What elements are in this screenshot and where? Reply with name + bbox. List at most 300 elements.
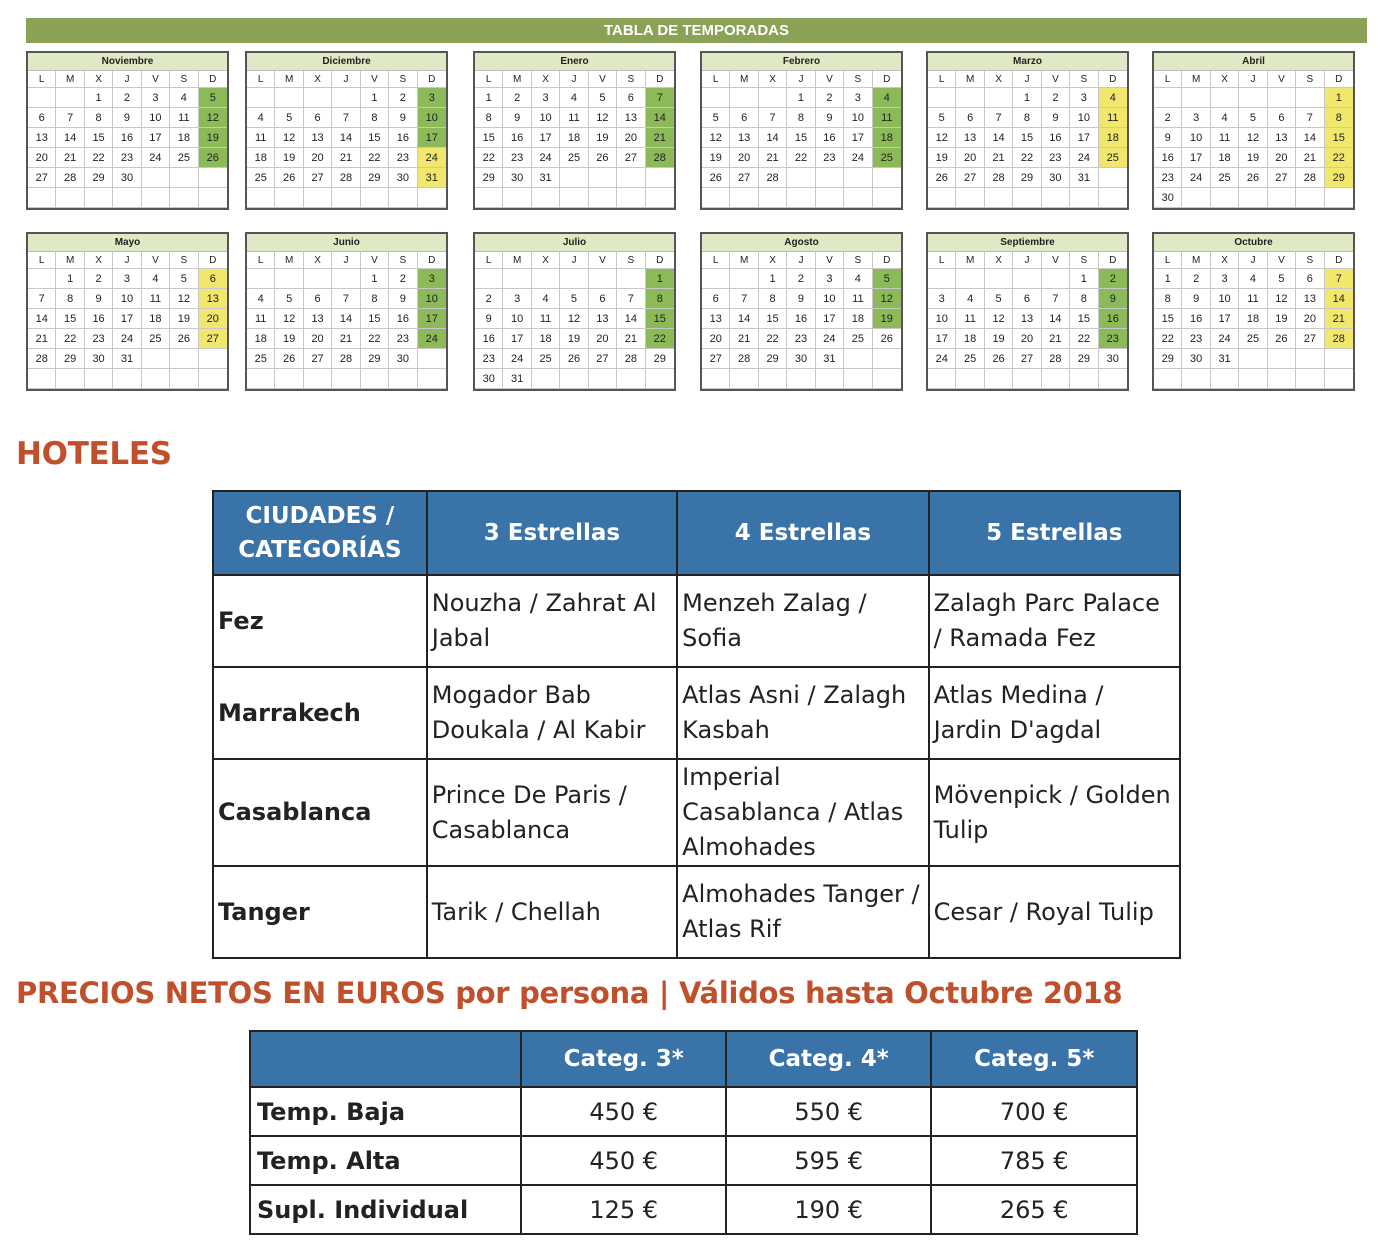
month-calendar <box>473 51 676 210</box>
day-cell: 15 <box>85 128 113 148</box>
day-cell: 28 <box>332 168 360 188</box>
weekday-label: L <box>28 252 56 269</box>
weekday-label: M <box>1182 252 1210 269</box>
day-cell: 20 <box>304 329 332 349</box>
empty-day-cell <box>759 88 787 108</box>
empty-day-cell <box>928 269 956 289</box>
month-grid <box>928 71 1127 208</box>
day-cell: 10 <box>928 309 956 329</box>
day-cell: 23 <box>85 329 113 349</box>
day-cell: 23 <box>787 329 815 349</box>
weekday-label: V <box>1268 252 1296 269</box>
day-cell: 7 <box>617 289 645 309</box>
day-cell: 1 <box>1070 269 1098 289</box>
day-cell: 25 <box>560 148 588 168</box>
empty-day-cell <box>873 349 901 369</box>
day-cell: 13 <box>589 309 617 329</box>
weekday-label: L <box>475 252 503 269</box>
month-grid <box>928 252 1127 389</box>
day-cell: 8 <box>1070 289 1098 309</box>
empty-day-cell <box>199 369 227 389</box>
day-cell: 26 <box>1239 168 1267 188</box>
empty-day-cell <box>646 168 674 188</box>
weekday-label: M <box>275 71 303 88</box>
day-cell: 24 <box>142 148 170 168</box>
day-cell: 3 <box>418 269 446 289</box>
day-cell: 3 <box>1211 269 1239 289</box>
day-cell: 10 <box>418 289 446 309</box>
day-cell: 15 <box>646 309 674 329</box>
weekday-label: D <box>646 71 674 88</box>
month-name: Agosto <box>702 234 901 252</box>
day-cell: 10 <box>532 108 560 128</box>
table-row <box>250 1087 1137 1136</box>
day-cell: 13 <box>28 128 56 148</box>
day-cell: 23 <box>1042 148 1070 168</box>
day-cell: 3 <box>928 289 956 309</box>
empty-day-cell <box>1268 349 1296 369</box>
empty-day-cell <box>304 269 332 289</box>
hotel-cell-4-stars: Imperial Casablanca / Atlas Almohades <box>677 759 928 866</box>
empty-day-cell <box>646 188 674 208</box>
empty-day-cell <box>1042 369 1070 389</box>
day-cell: 7 <box>646 88 674 108</box>
empty-day-cell <box>985 369 1013 389</box>
weekday-label: V <box>1268 71 1296 88</box>
day-cell: 6 <box>730 108 758 128</box>
header-5-stars: 5 Estrellas <box>929 491 1180 575</box>
empty-day-cell <box>617 188 645 208</box>
day-cell: 24 <box>503 349 531 369</box>
weekday-label: V <box>589 71 617 88</box>
day-cell: 12 <box>589 108 617 128</box>
day-cell: 17 <box>142 128 170 148</box>
empty-day-cell <box>1239 88 1267 108</box>
empty-day-cell <box>1296 349 1324 369</box>
day-cell: 21 <box>759 148 787 168</box>
empty-day-cell <box>475 269 503 289</box>
day-cell: 18 <box>247 148 275 168</box>
day-cell: 25 <box>1239 329 1267 349</box>
empty-day-cell <box>1154 88 1182 108</box>
empty-day-cell <box>1099 369 1127 389</box>
day-cell: 27 <box>702 349 730 369</box>
day-cell: 12 <box>275 128 303 148</box>
empty-day-cell <box>617 269 645 289</box>
weekday-label: D <box>199 252 227 269</box>
day-cell: 11 <box>1211 128 1239 148</box>
day-cell: 4 <box>532 289 560 309</box>
empty-day-cell <box>1099 188 1127 208</box>
day-cell: 30 <box>1099 349 1127 369</box>
weekday-label: L <box>247 71 275 88</box>
empty-day-cell <box>170 168 198 188</box>
day-cell: 13 <box>1268 128 1296 148</box>
day-cell: 14 <box>56 128 84 148</box>
month-calendar <box>245 232 448 391</box>
day-cell: 25 <box>1211 168 1239 188</box>
weekday-label: D <box>418 252 446 269</box>
day-cell: 24 <box>113 329 141 349</box>
empty-day-cell <box>1325 369 1353 389</box>
day-cell: 29 <box>361 168 389 188</box>
weekday-label: L <box>475 71 503 88</box>
weekday-label: S <box>617 71 645 88</box>
empty-day-cell <box>985 88 1013 108</box>
weekday-label: S <box>389 252 417 269</box>
day-cell: 19 <box>702 148 730 168</box>
day-cell: 25 <box>247 168 275 188</box>
month-calendar <box>26 51 229 210</box>
day-cell: 27 <box>1268 168 1296 188</box>
day-cell: 11 <box>560 108 588 128</box>
price-cell: 700 € <box>931 1087 1137 1136</box>
day-cell: 31 <box>503 369 531 389</box>
day-cell: 27 <box>1013 349 1041 369</box>
day-cell: 29 <box>56 349 84 369</box>
weekday-label: V <box>361 252 389 269</box>
day-cell: 26 <box>928 168 956 188</box>
empty-day-cell <box>844 188 872 208</box>
day-cell: 26 <box>1268 329 1296 349</box>
day-cell: 5 <box>560 289 588 309</box>
day-cell: 23 <box>113 148 141 168</box>
day-cell: 27 <box>617 148 645 168</box>
city-cell: Tanger <box>213 866 427 958</box>
day-cell: 5 <box>589 88 617 108</box>
day-cell: 19 <box>1239 148 1267 168</box>
day-cell: 28 <box>1325 329 1353 349</box>
day-cell: 11 <box>873 108 901 128</box>
day-cell: 5 <box>702 108 730 128</box>
header-empty <box>250 1031 521 1087</box>
empty-day-cell <box>475 188 503 208</box>
day-cell: 15 <box>361 309 389 329</box>
weekday-label: V <box>361 71 389 88</box>
day-cell: 13 <box>730 128 758 148</box>
header-cities-line2: CATEGORÍAS <box>238 537 402 563</box>
day-cell: 24 <box>532 148 560 168</box>
month-grid <box>247 252 446 389</box>
empty-day-cell <box>275 369 303 389</box>
day-cell: 30 <box>85 349 113 369</box>
empty-day-cell <box>730 369 758 389</box>
hotel-cell-5-stars: Zalagh Parc Palace / Ramada Fez <box>929 575 1180 667</box>
day-cell: 4 <box>1099 88 1127 108</box>
day-cell: 17 <box>1070 128 1098 148</box>
empty-day-cell <box>1211 188 1239 208</box>
day-cell: 16 <box>787 309 815 329</box>
day-cell: 29 <box>85 168 113 188</box>
table-row <box>213 667 1180 759</box>
weekday-label: L <box>28 71 56 88</box>
empty-day-cell <box>361 369 389 389</box>
day-cell: 26 <box>702 168 730 188</box>
weekday-label: D <box>1325 252 1353 269</box>
day-cell: 2 <box>787 269 815 289</box>
empty-day-cell <box>503 269 531 289</box>
weekday-label: L <box>247 252 275 269</box>
day-cell: 12 <box>170 289 198 309</box>
empty-day-cell <box>816 188 844 208</box>
month-calendar <box>245 51 448 210</box>
day-cell: 5 <box>170 269 198 289</box>
day-cell: 11 <box>532 309 560 329</box>
weekday-label: J <box>332 252 360 269</box>
day-cell: 16 <box>1182 309 1210 329</box>
day-cell: 10 <box>113 289 141 309</box>
empty-day-cell <box>1211 88 1239 108</box>
empty-day-cell <box>1239 369 1267 389</box>
price-cell: 450 € <box>521 1087 726 1136</box>
day-cell: 21 <box>1296 148 1324 168</box>
day-cell: 21 <box>1325 309 1353 329</box>
day-cell: 28 <box>28 349 56 369</box>
empty-day-cell <box>332 88 360 108</box>
weekday-label: L <box>928 71 956 88</box>
empty-day-cell <box>730 188 758 208</box>
header-categ-5: Categ. 5* <box>931 1031 1137 1087</box>
day-cell: 2 <box>816 88 844 108</box>
prices-header-row <box>250 1031 1137 1087</box>
day-cell: 26 <box>589 148 617 168</box>
day-cell: 4 <box>873 88 901 108</box>
day-cell: 18 <box>1211 148 1239 168</box>
weekday-label: D <box>873 252 901 269</box>
day-cell: 27 <box>199 329 227 349</box>
month-name: Noviembre <box>28 53 227 71</box>
calendar-banner: TABLA DE TEMPORADAS <box>26 18 1367 43</box>
day-cell: 21 <box>332 148 360 168</box>
weekday-label: X <box>85 252 113 269</box>
day-cell: 6 <box>956 108 984 128</box>
day-cell: 27 <box>304 349 332 369</box>
hotel-cell-5-stars: Atlas Medina / Jardin D'agdal <box>929 667 1180 759</box>
month-name: Febrero <box>702 53 901 71</box>
day-cell: 1 <box>361 269 389 289</box>
day-cell: 9 <box>1154 128 1182 148</box>
day-cell: 2 <box>475 289 503 309</box>
month-name: Marzo <box>928 53 1127 71</box>
day-cell: 4 <box>247 289 275 309</box>
day-cell: 18 <box>956 329 984 349</box>
day-cell: 10 <box>142 108 170 128</box>
day-cell: 17 <box>844 128 872 148</box>
day-cell: 15 <box>361 128 389 148</box>
day-cell: 13 <box>956 128 984 148</box>
hotels-table <box>212 490 1181 959</box>
day-cell: 18 <box>532 329 560 349</box>
day-cell: 12 <box>275 309 303 329</box>
day-cell: 26 <box>199 148 227 168</box>
day-cell: 9 <box>389 289 417 309</box>
day-cell: 16 <box>389 309 417 329</box>
hotel-cell-4-stars: Menzeh Zalag / Sofia <box>677 575 928 667</box>
day-cell: 12 <box>199 108 227 128</box>
weekday-label: L <box>702 252 730 269</box>
weekday-label: D <box>1325 71 1353 88</box>
empty-day-cell <box>617 369 645 389</box>
price-cell: 265 € <box>931 1185 1137 1234</box>
empty-day-cell <box>844 349 872 369</box>
empty-day-cell <box>170 369 198 389</box>
month-calendar <box>26 232 229 391</box>
header-4-stars: 4 Estrellas <box>677 491 928 575</box>
day-cell: 19 <box>275 148 303 168</box>
month-calendar <box>700 232 903 391</box>
day-cell: 29 <box>1070 349 1098 369</box>
day-cell: 28 <box>985 168 1013 188</box>
empty-day-cell <box>589 369 617 389</box>
empty-day-cell <box>56 88 84 108</box>
weekday-label: X <box>532 252 560 269</box>
empty-day-cell <box>389 369 417 389</box>
day-cell: 23 <box>1099 329 1127 349</box>
weekday-label: X <box>759 71 787 88</box>
empty-day-cell <box>142 188 170 208</box>
day-cell: 19 <box>1268 309 1296 329</box>
day-cell: 3 <box>532 88 560 108</box>
weekday-label: D <box>199 71 227 88</box>
day-cell: 20 <box>28 148 56 168</box>
day-cell: 17 <box>928 329 956 349</box>
prices-table <box>249 1030 1138 1235</box>
day-cell: 25 <box>873 148 901 168</box>
day-cell: 16 <box>1042 128 1070 148</box>
day-cell: 14 <box>617 309 645 329</box>
empty-day-cell <box>928 88 956 108</box>
day-cell: 1 <box>85 88 113 108</box>
day-cell: 23 <box>475 349 503 369</box>
weekday-label: S <box>844 71 872 88</box>
day-cell: 31 <box>1070 168 1098 188</box>
day-cell: 18 <box>844 309 872 329</box>
day-cell: 8 <box>56 289 84 309</box>
day-cell: 22 <box>475 148 503 168</box>
empty-day-cell <box>759 188 787 208</box>
table-row <box>250 1136 1137 1185</box>
day-cell: 14 <box>759 128 787 148</box>
day-cell: 3 <box>1182 108 1210 128</box>
day-cell: 19 <box>589 128 617 148</box>
empty-day-cell <box>956 88 984 108</box>
month-grid <box>28 252 227 389</box>
day-cell: 29 <box>1013 168 1041 188</box>
day-cell: 3 <box>113 269 141 289</box>
day-cell: 3 <box>418 88 446 108</box>
day-cell: 8 <box>787 108 815 128</box>
day-cell: 19 <box>928 148 956 168</box>
empty-day-cell <box>759 369 787 389</box>
day-cell: 31 <box>418 168 446 188</box>
day-cell: 6 <box>1296 269 1324 289</box>
day-cell: 18 <box>142 309 170 329</box>
day-cell: 7 <box>56 108 84 128</box>
day-cell: 16 <box>503 128 531 148</box>
weekday-label: X <box>985 252 1013 269</box>
month-grid <box>1154 71 1353 208</box>
month-calendar <box>700 51 903 210</box>
month-name: Mayo <box>28 234 227 252</box>
day-cell: 11 <box>1099 108 1127 128</box>
day-cell: 20 <box>617 128 645 148</box>
day-cell: 20 <box>956 148 984 168</box>
day-cell: 21 <box>985 148 1013 168</box>
day-cell: 15 <box>787 128 815 148</box>
day-cell: 3 <box>844 88 872 108</box>
empty-day-cell <box>418 349 446 369</box>
table-row <box>213 575 1180 667</box>
day-cell: 18 <box>1099 128 1127 148</box>
empty-day-cell <box>589 168 617 188</box>
day-cell: 18 <box>1239 309 1267 329</box>
empty-day-cell <box>1154 369 1182 389</box>
day-cell: 8 <box>85 108 113 128</box>
empty-day-cell <box>956 188 984 208</box>
empty-day-cell <box>1296 188 1324 208</box>
day-cell: 27 <box>28 168 56 188</box>
day-cell: 8 <box>1013 108 1041 128</box>
day-cell: 7 <box>759 108 787 128</box>
day-cell: 5 <box>1268 269 1296 289</box>
empty-day-cell <box>532 269 560 289</box>
day-cell: 2 <box>389 88 417 108</box>
day-cell: 15 <box>1070 309 1098 329</box>
month-grid <box>1154 252 1353 389</box>
day-cell: 22 <box>1070 329 1098 349</box>
day-cell: 6 <box>702 289 730 309</box>
day-cell: 6 <box>617 88 645 108</box>
month-calendar <box>926 232 1129 391</box>
day-cell: 20 <box>304 148 332 168</box>
weekday-label: D <box>1099 71 1127 88</box>
day-cell: 26 <box>560 349 588 369</box>
day-cell: 10 <box>1070 108 1098 128</box>
day-cell: 30 <box>113 168 141 188</box>
day-cell: 1 <box>759 269 787 289</box>
day-cell: 5 <box>928 108 956 128</box>
day-cell: 20 <box>1296 309 1324 329</box>
day-cell: 13 <box>199 289 227 309</box>
day-cell: 1 <box>56 269 84 289</box>
empty-day-cell <box>985 269 1013 289</box>
hotel-cell-3-stars: Prince De Paris / Casablanca <box>427 759 677 866</box>
weekday-label: V <box>816 71 844 88</box>
month-name: Julio <box>475 234 674 252</box>
day-cell: 22 <box>787 148 815 168</box>
weekday-label: J <box>1239 252 1267 269</box>
day-cell: 27 <box>1296 329 1324 349</box>
day-cell: 5 <box>985 289 1013 309</box>
empty-day-cell <box>560 369 588 389</box>
header-categ-3: Categ. 3* <box>521 1031 726 1087</box>
day-cell: 4 <box>142 269 170 289</box>
day-cell: 10 <box>503 309 531 329</box>
empty-day-cell <box>956 269 984 289</box>
day-cell: 12 <box>928 128 956 148</box>
empty-day-cell <box>1070 188 1098 208</box>
empty-day-cell <box>28 88 56 108</box>
weekday-label: M <box>956 252 984 269</box>
empty-day-cell <box>787 168 815 188</box>
prices-heading: PRECIOS NETOS EN EUROS por persona | Válidos hasta Octubre 2018 <box>16 976 1123 1010</box>
day-cell: 3 <box>1070 88 1098 108</box>
table-row <box>250 1185 1137 1234</box>
weekday-label: M <box>956 71 984 88</box>
empty-day-cell <box>142 369 170 389</box>
day-cell: 30 <box>389 349 417 369</box>
empty-day-cell <box>113 188 141 208</box>
